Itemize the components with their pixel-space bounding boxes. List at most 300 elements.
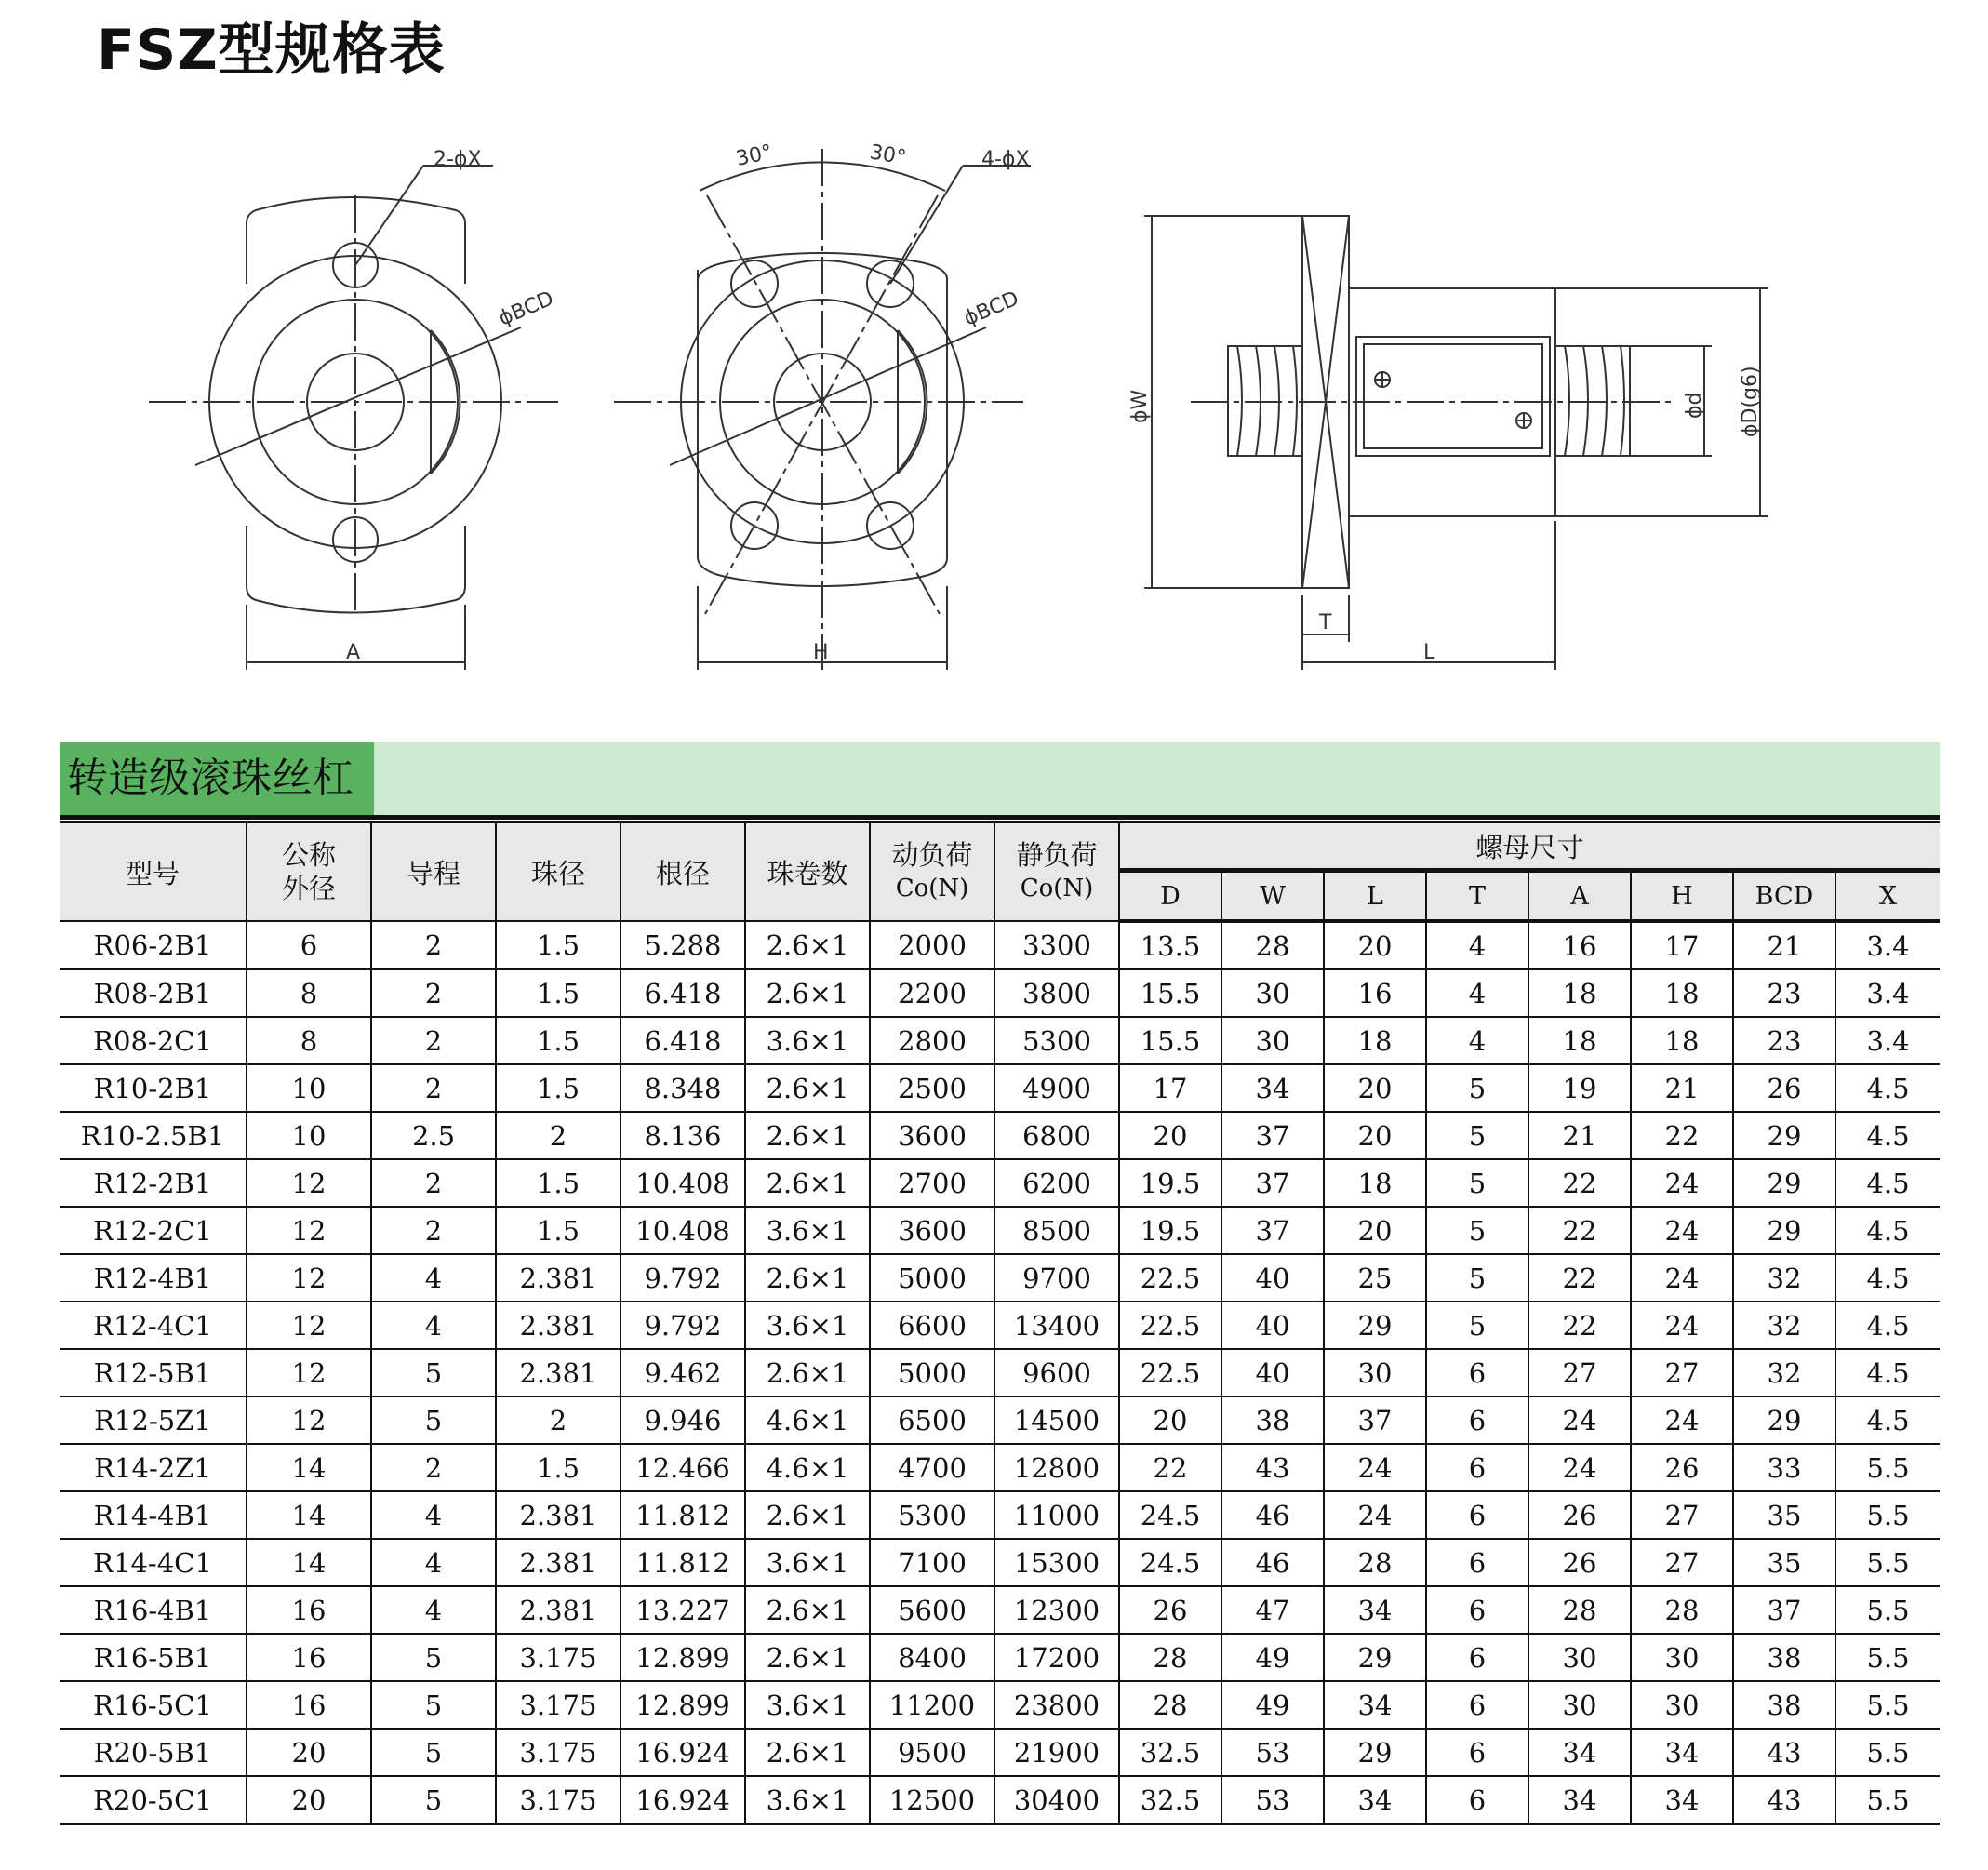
- table-cell: 6: [247, 921, 371, 969]
- table-row: [60, 1491, 1940, 1539]
- table-cell: 6600: [870, 1302, 994, 1349]
- label-bcd-mid: ϕBCD: [960, 287, 1022, 331]
- table-cell: 20: [1119, 1112, 1221, 1159]
- table-cell: 4.5: [1835, 1207, 1940, 1254]
- table-cell: 2.381: [496, 1254, 620, 1302]
- header-sub-a: A: [1528, 871, 1631, 922]
- table-cell: 49: [1221, 1634, 1324, 1681]
- table-cell: 2.381: [496, 1539, 620, 1586]
- table-cell: 40: [1221, 1254, 1324, 1302]
- table-cell: 1.5: [496, 921, 620, 969]
- table-cell: 2.6×1: [745, 1349, 870, 1396]
- label-bcd-left: ϕBCD: [495, 287, 557, 331]
- table-cell: 49: [1221, 1681, 1324, 1729]
- table-cell: 2.6×1: [745, 1112, 870, 1159]
- table-cell: 4: [371, 1586, 496, 1634]
- table-cell: 29: [1733, 1159, 1835, 1207]
- table-cell: 3.175: [496, 1681, 620, 1729]
- table-cell: 4.5: [1835, 1396, 1940, 1444]
- table-cell: 27: [1528, 1349, 1631, 1396]
- label-holes-2: 2-ϕX: [434, 148, 482, 171]
- table-cell: 5: [371, 1729, 496, 1776]
- header-static-line2: Co(N): [1020, 875, 1094, 902]
- table-cell: 16.924: [620, 1729, 745, 1776]
- table-row: [60, 921, 1940, 969]
- table-row: [60, 969, 1940, 1017]
- table-cell: 30: [1221, 1017, 1324, 1064]
- table-row: [60, 1207, 1940, 1254]
- table-cell: 2.5: [371, 1112, 496, 1159]
- table-cell: R12-4B1: [60, 1254, 247, 1302]
- table-cell: R12-5B1: [60, 1349, 247, 1396]
- table-cell: 5000: [870, 1349, 994, 1396]
- table-cell: 2.6×1: [745, 1729, 870, 1776]
- table-cell: 6200: [994, 1159, 1119, 1207]
- table-cell: 14: [247, 1539, 371, 1586]
- table-cell: 18: [1324, 1159, 1426, 1207]
- table-cell: 3.175: [496, 1776, 620, 1824]
- table-cell: 6: [1426, 1444, 1528, 1491]
- table-cell: 12.899: [620, 1634, 745, 1681]
- table-cell: 4: [371, 1302, 496, 1349]
- table-cell: 2.381: [496, 1302, 620, 1349]
- table-cell: 17200: [994, 1634, 1119, 1681]
- table-cell: 11200: [870, 1681, 994, 1729]
- header-ball-dia: 珠径: [496, 822, 620, 921]
- header-sub-l: L: [1324, 871, 1426, 922]
- table-cell: 1.5: [496, 1207, 620, 1254]
- table-cell: 6: [1426, 1776, 1528, 1824]
- table-cell: 26: [1631, 1444, 1733, 1491]
- table-cell: 2.6×1: [745, 1159, 870, 1207]
- table-cell: 9.946: [620, 1396, 745, 1444]
- table-cell: 17: [1631, 921, 1733, 969]
- table-cell: 37: [1221, 1112, 1324, 1159]
- table-cell: R10-2.5B1: [60, 1112, 247, 1159]
- table-cell: 4: [371, 1539, 496, 1586]
- table-cell: 3.4: [1835, 921, 1940, 969]
- table-cell: 5.5: [1835, 1681, 1940, 1729]
- table-cell: 12300: [994, 1586, 1119, 1634]
- table-cell: 30: [1221, 969, 1324, 1017]
- table-cell: 2: [371, 921, 496, 969]
- table-cell: 6: [1426, 1491, 1528, 1539]
- table-cell: 12.466: [620, 1444, 745, 1491]
- table-cell: 6: [1426, 1539, 1528, 1586]
- table-cell: 5: [1426, 1302, 1528, 1349]
- table-cell: 12: [247, 1159, 371, 1207]
- table-cell: 16: [247, 1586, 371, 1634]
- table-cell: 28: [1631, 1586, 1733, 1634]
- table-cell: 22: [1119, 1444, 1221, 1491]
- table-cell: 22: [1528, 1254, 1631, 1302]
- table-cell: 24.5: [1119, 1491, 1221, 1539]
- table-cell: 8500: [994, 1207, 1119, 1254]
- table-cell: 8.136: [620, 1112, 745, 1159]
- table-cell: 15300: [994, 1539, 1119, 1586]
- table-cell: 2200: [870, 969, 994, 1017]
- table-cell: 5: [1426, 1207, 1528, 1254]
- table-cell: 5.5: [1835, 1491, 1940, 1539]
- table-row: [60, 1159, 1940, 1207]
- table-cell: 53: [1221, 1729, 1324, 1776]
- table-cell: R16-5B1: [60, 1634, 247, 1681]
- table-cell: 9.792: [620, 1302, 745, 1349]
- table-cell: 18: [1631, 1017, 1733, 1064]
- table-cell: 5: [1426, 1254, 1528, 1302]
- table-cell: 6: [1426, 1681, 1528, 1729]
- table-cell: 24: [1528, 1396, 1631, 1444]
- table-cell: 3.6×1: [745, 1539, 870, 1586]
- table-row: [60, 1396, 1940, 1444]
- table-cell: R16-4B1: [60, 1586, 247, 1634]
- table-cell: 6: [1426, 1586, 1528, 1634]
- table-cell: 30: [1528, 1634, 1631, 1681]
- table-cell: 35: [1733, 1539, 1835, 1586]
- header-sub-w: W: [1221, 871, 1324, 922]
- table-cell: 4.6×1: [745, 1396, 870, 1444]
- table-cell: 32: [1733, 1349, 1835, 1396]
- page-title: FSZ型规格表: [97, 18, 446, 83]
- table-cell: 3.4: [1835, 969, 1940, 1017]
- table-cell: 20: [247, 1729, 371, 1776]
- table-cell: 21: [1528, 1112, 1631, 1159]
- table-cell: 34: [1528, 1776, 1631, 1824]
- table-cell: 23: [1733, 969, 1835, 1017]
- table-cell: 20: [1324, 1112, 1426, 1159]
- table-cell: 12: [247, 1396, 371, 1444]
- table-cell: 11.812: [620, 1539, 745, 1586]
- table-cell: 30: [1324, 1349, 1426, 1396]
- table-cell: 28: [1324, 1539, 1426, 1586]
- table-cell: 21: [1733, 921, 1835, 969]
- table-cell: 37: [1733, 1586, 1835, 1634]
- table-cell: 40: [1221, 1349, 1324, 1396]
- table-cell: R08-2B1: [60, 969, 247, 1017]
- table-cell: 13.227: [620, 1586, 745, 1634]
- table-cell: 27: [1631, 1539, 1733, 1586]
- table-cell: 37: [1221, 1207, 1324, 1254]
- table-cell: 14: [247, 1491, 371, 1539]
- table-cell: 34: [1528, 1729, 1631, 1776]
- table-cell: 29: [1733, 1396, 1835, 1444]
- table-cell: 2: [371, 1159, 496, 1207]
- header-lead: 导程: [371, 822, 496, 921]
- table-cell: R12-2C1: [60, 1207, 247, 1254]
- technical-drawings: [0, 0, 1988, 707]
- table-cell: 22: [1528, 1207, 1631, 1254]
- table-cell: R16-5C1: [60, 1681, 247, 1729]
- table-cell: 3.175: [496, 1634, 620, 1681]
- table-header: [60, 822, 1940, 921]
- table-cell: 2.6×1: [745, 1634, 870, 1681]
- table-cell: R20-5C1: [60, 1776, 247, 1824]
- table-cell: 3.6×1: [745, 1776, 870, 1824]
- table-cell: 29: [1324, 1634, 1426, 1681]
- label-dim-h: H: [813, 641, 829, 664]
- table-cell: 15.5: [1119, 1017, 1221, 1064]
- table-cell: 5.5: [1835, 1586, 1940, 1634]
- table-cell: 22: [1528, 1302, 1631, 1349]
- table-cell: 19: [1528, 1064, 1631, 1112]
- table-cell: 18: [1631, 969, 1733, 1017]
- table-cell: 34: [1324, 1776, 1426, 1824]
- table-cell: 6: [1426, 1729, 1528, 1776]
- table-cell: 16: [1324, 969, 1426, 1017]
- table-cell: 2: [371, 1017, 496, 1064]
- table-row: [60, 1586, 1940, 1634]
- table-cell: 4.5: [1835, 1159, 1940, 1207]
- header-dynamic-line2: Co(N): [895, 875, 969, 902]
- table-cell: 2.6×1: [745, 1064, 870, 1112]
- front-view-4-hole: [614, 149, 1031, 670]
- table-cell: 5: [371, 1681, 496, 1729]
- table-cell: 4.5: [1835, 1112, 1940, 1159]
- table-cell: 22: [1528, 1159, 1631, 1207]
- table-cell: 12: [247, 1302, 371, 1349]
- table-cell: 8400: [870, 1634, 994, 1681]
- table-cell: 43: [1221, 1444, 1324, 1491]
- table-cell: 4900: [994, 1064, 1119, 1112]
- table-cell: R12-2B1: [60, 1159, 247, 1207]
- label-dim-a: A: [346, 641, 361, 664]
- table-cell: 2.6×1: [745, 1491, 870, 1539]
- table-cell: 12500: [870, 1776, 994, 1824]
- table-cell: 16: [247, 1681, 371, 1729]
- table-cell: 43: [1733, 1729, 1835, 1776]
- table-cell: 5300: [870, 1491, 994, 1539]
- table-cell: R14-4C1: [60, 1539, 247, 1586]
- table-cell: 37: [1324, 1396, 1426, 1444]
- table-cell: 4: [1426, 921, 1528, 969]
- table-cell: 24: [1631, 1207, 1733, 1254]
- table-cell: 5: [1426, 1159, 1528, 1207]
- table-cell: 2: [371, 969, 496, 1017]
- table-cell: 1.5: [496, 969, 620, 1017]
- table-cell: 20: [1324, 1207, 1426, 1254]
- table-cell: R12-5Z1: [60, 1396, 247, 1444]
- table-cell: 9700: [994, 1254, 1119, 1302]
- table-cell: 22.5: [1119, 1349, 1221, 1396]
- table-row: [60, 1681, 1940, 1729]
- table-cell: 2.381: [496, 1586, 620, 1634]
- table-cell: 2.381: [496, 1491, 620, 1539]
- table-cell: 32: [1733, 1302, 1835, 1349]
- table-cell: 4.5: [1835, 1254, 1940, 1302]
- table-cell: 34: [1221, 1064, 1324, 1112]
- label-dim-dg6: ϕD(g6): [1739, 366, 1762, 437]
- table-cell: 2000: [870, 921, 994, 969]
- table-cell: 2800: [870, 1017, 994, 1064]
- table-cell: 25: [1324, 1254, 1426, 1302]
- table-cell: R20-5B1: [60, 1729, 247, 1776]
- table-cell: 22.5: [1119, 1302, 1221, 1349]
- table-cell: 7100: [870, 1539, 994, 1586]
- table-cell: R14-2Z1: [60, 1444, 247, 1491]
- table-cell: 32.5: [1119, 1776, 1221, 1824]
- table-cell: 8: [247, 1017, 371, 1064]
- table-cell: 22.5: [1119, 1254, 1221, 1302]
- table-cell: 18: [1528, 969, 1631, 1017]
- table-cell: R10-2B1: [60, 1064, 247, 1112]
- table-cell: 28: [1528, 1586, 1631, 1634]
- table-row: [60, 1017, 1940, 1064]
- table-cell: 34: [1324, 1681, 1426, 1729]
- table-cell: 53: [1221, 1776, 1324, 1824]
- table-cell: 5: [371, 1349, 496, 1396]
- table-cell: 12: [247, 1207, 371, 1254]
- table-cell: 9600: [994, 1349, 1119, 1396]
- side-view: [1144, 216, 1768, 670]
- header-nominal-line2: 外径: [281, 873, 336, 904]
- table-cell: 30: [1631, 1634, 1733, 1681]
- table-cell: 29: [1324, 1302, 1426, 1349]
- table-cell: 1.5: [496, 1064, 620, 1112]
- table-cell: 30400: [994, 1776, 1119, 1824]
- table-cell: 19.5: [1119, 1159, 1221, 1207]
- table-cell: 6: [1426, 1349, 1528, 1396]
- table-cell: 5: [371, 1776, 496, 1824]
- table-cell: 8: [247, 969, 371, 1017]
- table-cell: 2: [371, 1207, 496, 1254]
- table-cell: 5300: [994, 1017, 1119, 1064]
- table-cell: 26: [1119, 1586, 1221, 1634]
- table-cell: 10.408: [620, 1207, 745, 1254]
- section-title: 转造级滚珠丝杠: [60, 742, 374, 815]
- table-cell: 2700: [870, 1159, 994, 1207]
- spec-table: [60, 821, 1940, 1825]
- table-cell: 15.5: [1119, 969, 1221, 1017]
- table-cell: 2500: [870, 1064, 994, 1112]
- table-cell: 29: [1733, 1112, 1835, 1159]
- table-cell: 6500: [870, 1396, 994, 1444]
- table-cell: 1.5: [496, 1159, 620, 1207]
- table-cell: 4.5: [1835, 1064, 1940, 1112]
- table-cell: 5.5: [1835, 1444, 1940, 1491]
- table-cell: 32: [1733, 1254, 1835, 1302]
- table-cell: 3.4: [1835, 1017, 1940, 1064]
- table-cell: 10: [247, 1112, 371, 1159]
- header-sub-d: D: [1119, 871, 1221, 922]
- table-cell: 34: [1324, 1586, 1426, 1634]
- table-cell: 4: [371, 1254, 496, 1302]
- table-cell: 16: [247, 1634, 371, 1681]
- table-cell: 4.5: [1835, 1302, 1940, 1349]
- table-cell: 27: [1631, 1349, 1733, 1396]
- table-cell: 21: [1631, 1064, 1733, 1112]
- label-angle-left: 30°: [734, 140, 775, 171]
- label-dim-t: T: [1319, 611, 1332, 634]
- table-cell: 5.288: [620, 921, 745, 969]
- table-cell: 38: [1733, 1634, 1835, 1681]
- table-cell: 5: [371, 1634, 496, 1681]
- label-holes-4: 4-ϕX: [981, 148, 1030, 171]
- table-cell: 46: [1221, 1491, 1324, 1539]
- table-cell: 4700: [870, 1444, 994, 1491]
- table-cell: 27: [1631, 1491, 1733, 1539]
- table-cell: 24: [1324, 1491, 1426, 1539]
- table-cell: 3600: [870, 1112, 994, 1159]
- table-cell: 28: [1119, 1681, 1221, 1729]
- table-cell: 12: [247, 1254, 371, 1302]
- table-cell: 2.6×1: [745, 1254, 870, 1302]
- table-cell: 26: [1528, 1539, 1631, 1586]
- table-row: [60, 1539, 1940, 1586]
- table-row: [60, 1444, 1940, 1491]
- table-cell: 2.6×1: [745, 969, 870, 1017]
- table-cell: 4: [1426, 1017, 1528, 1064]
- table-cell: 47: [1221, 1586, 1324, 1634]
- label-dim-l: L: [1423, 641, 1435, 664]
- table-cell: 3.175: [496, 1729, 620, 1776]
- table-row: [60, 1254, 1940, 1302]
- table-cell: 6.418: [620, 1017, 745, 1064]
- table-cell: 33: [1733, 1444, 1835, 1491]
- table-cell: 32.5: [1119, 1729, 1221, 1776]
- table-cell: 16.924: [620, 1776, 745, 1824]
- table-cell: 40: [1221, 1302, 1324, 1349]
- table-row: [60, 1634, 1940, 1681]
- table-cell: 20: [247, 1776, 371, 1824]
- table-cell: 5.5: [1835, 1634, 1940, 1681]
- table-row: [60, 1349, 1940, 1396]
- table-cell: 34: [1631, 1776, 1733, 1824]
- table-cell: R14-4B1: [60, 1491, 247, 1539]
- header-nominal-line1: 公称: [281, 839, 336, 871]
- table-cell: 2: [496, 1396, 620, 1444]
- label-dim-w: ϕW: [1128, 389, 1152, 423]
- table-cell: 24: [1631, 1396, 1733, 1444]
- table-cell: 2.6×1: [745, 1586, 870, 1634]
- table-cell: 11000: [994, 1491, 1119, 1539]
- table-cell: 12: [247, 1349, 371, 1396]
- table-cell: 2.381: [496, 1349, 620, 1396]
- table-cell: 4.6×1: [745, 1444, 870, 1491]
- table-cell: 13400: [994, 1302, 1119, 1349]
- table-cell: 5: [1426, 1112, 1528, 1159]
- header-sub-t: T: [1426, 871, 1528, 922]
- front-view-2-hole: [149, 166, 558, 670]
- table-cell: 3600: [870, 1207, 994, 1254]
- table-cell: 9500: [870, 1729, 994, 1776]
- table-cell: 4: [1426, 969, 1528, 1017]
- table-cell: 17: [1119, 1064, 1221, 1112]
- table-cell: R12-4C1: [60, 1302, 247, 1349]
- table-cell: 3.6×1: [745, 1207, 870, 1254]
- table-cell: 2: [371, 1064, 496, 1112]
- table-cell: 29: [1733, 1207, 1835, 1254]
- table-cell: 20: [1324, 1064, 1426, 1112]
- table-cell: 23: [1733, 1017, 1835, 1064]
- table-cell: 1.5: [496, 1444, 620, 1491]
- header-dynamic-line1: 动负荷: [891, 839, 973, 871]
- table-cell: 4.5: [1835, 1349, 1940, 1396]
- header-static-load: [994, 822, 1119, 921]
- table-row: [60, 1302, 1940, 1349]
- header-dynamic-load: [870, 822, 994, 921]
- header-nominal-dia: [247, 822, 371, 921]
- table-cell: 5: [1426, 1064, 1528, 1112]
- table-cell: 28: [1119, 1634, 1221, 1681]
- table-cell: 12.899: [620, 1681, 745, 1729]
- table-body: [60, 921, 1940, 1824]
- table-cell: 29: [1324, 1729, 1426, 1776]
- table-cell: 38: [1733, 1681, 1835, 1729]
- table-cell: 24: [1631, 1159, 1733, 1207]
- table-cell: 2.6×1: [745, 921, 870, 969]
- table-cell: 26: [1528, 1491, 1631, 1539]
- table-cell: 20: [1119, 1396, 1221, 1444]
